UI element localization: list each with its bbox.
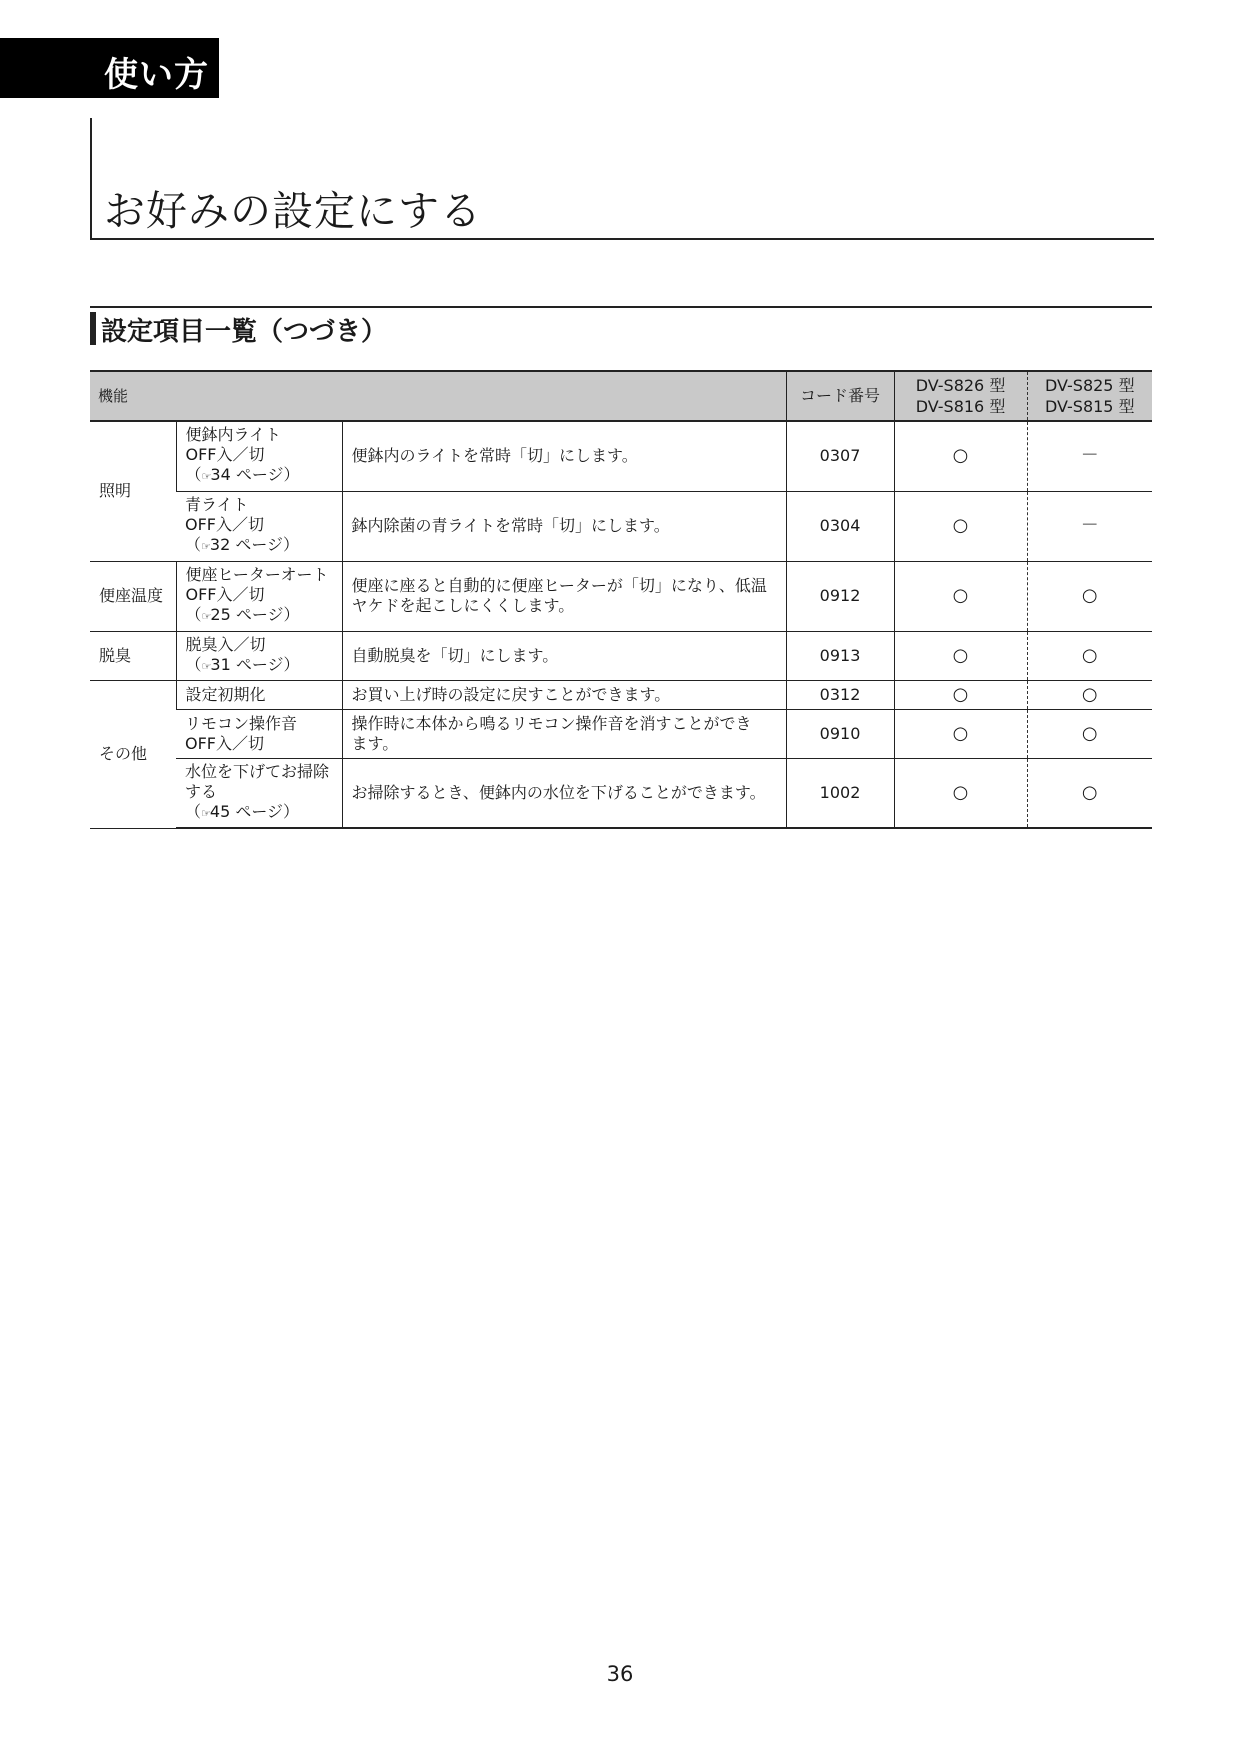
page-reference [186,605,333,627]
table-row [90,631,1152,680]
code-number: 0910 [786,709,894,758]
model-a-support: ○ [894,421,1027,491]
table-row [90,680,1152,709]
settings-table [90,370,1152,829]
model-b-support: － [1027,421,1152,491]
table-row [90,709,1152,758]
table-row [90,561,1152,631]
category-other: その他 [90,680,176,828]
category-deodorize: 脱臭 [90,631,176,680]
header-model-b-line2: DV-S815 型 [1044,397,1135,416]
model-a-support: ○ [894,561,1027,631]
code-number: 0913 [786,631,894,680]
setting-description: 自動脱臭を「切」にします。 [342,631,786,680]
code-number: 0304 [786,491,894,561]
code-number: 0307 [786,421,894,491]
category-seat-temp: 便座温度 [90,561,176,631]
setting-name [176,758,342,828]
setting-name-line1: 便座ヒーターオート [185,565,329,584]
ref-open-paren: （ [185,605,202,624]
section-tab-label: 使い方 [104,55,209,95]
section-tab [0,38,219,98]
setting-name-line1: 水位を下げてお掃除 [185,761,330,781]
setting-name [176,421,342,491]
model-a-support: ○ [894,709,1027,758]
setting-description [342,561,786,631]
description-line2: ヤケドを起こしにくくします。 [351,596,575,615]
setting-description: お買い上げ時の設定に戻すことができます。 [342,680,786,709]
model-a-support: ○ [894,758,1027,828]
ref-page: 25 ページ） [210,605,300,624]
header-code: コード番号 [786,371,894,421]
page-reference [185,535,333,557]
ref-page: 34 ページ） [210,465,300,485]
ref-page: 31 ページ） [210,654,300,674]
setting-description [342,709,786,758]
header-model-a [894,371,1027,421]
page-number: 36 [606,1662,634,1686]
model-b-support: ○ [1027,709,1152,758]
setting-name [176,631,342,680]
reference-icon: ☞ [201,470,211,484]
header-model-a-line2: DV-S816 型 [915,397,1006,416]
setting-name-line2: OFF入／切 [185,733,265,753]
table-row [90,491,1152,561]
code-number: 0312 [786,680,894,709]
setting-description: お掃除するとき、便鉢内の水位を下げることができます。 [342,758,786,828]
page-reference [185,802,333,824]
reference-icon: ☞ [201,610,211,623]
header-model-b [1027,371,1152,421]
page-reference [186,655,333,677]
header-model-a-line1: DV-S826 型 [915,376,1006,395]
setting-name [176,491,342,561]
setting-name [176,561,342,631]
header-model-b-line1: DV-S825 型 [1044,376,1135,395]
model-b-support: ○ [1027,631,1152,680]
setting-name [176,709,342,758]
ref-open-paren: （ [185,801,202,821]
reference-icon: ☞ [201,540,210,553]
code-number: 1002 [786,758,894,828]
setting-name-line1: リモコン操作音 [185,713,298,733]
setting-name-line2: OFF入／切 [185,585,265,604]
description-line1: 操作時に本体から鳴るリモコン操作音を消すことができ [351,713,752,733]
reference-icon: ☞ [201,659,211,673]
ref-open-paren: （ [185,465,202,485]
header-function: 機能 [90,371,786,421]
setting-name-line1: 設定初期化 [185,684,266,704]
model-a-support: ○ [894,680,1027,709]
category-lighting: 照明 [90,421,176,561]
ref-page: 45 ページ） [209,801,300,821]
table-row [90,758,1152,828]
model-b-support: ○ [1027,680,1152,709]
model-b-support: － [1027,491,1152,561]
setting-description: 便鉢内のライトを常時「切」にします。 [342,421,786,491]
setting-name-line1: 青ライト [185,495,249,514]
page-title: お好みの設定にする [104,187,482,235]
model-a-support: ○ [894,491,1027,561]
code-number: 0912 [786,561,894,631]
model-b-support: ○ [1027,561,1152,631]
setting-name-line2: OFF入／切 [185,445,265,465]
page-reference [186,465,333,487]
setting-name-line2: する [185,781,218,801]
setting-name [176,680,342,709]
ref-open-paren: （ [185,535,202,554]
subsection-marker [90,312,96,345]
description-line2: ます。 [351,733,399,753]
table-row [90,421,1152,491]
setting-description: 鉢内除菌の青ライトを常時「切」にします。 [342,491,786,561]
ref-open-paren: （ [185,654,202,674]
table-header-row [90,371,1152,421]
reference-icon: ☞ [201,806,210,820]
model-a-support: ○ [894,631,1027,680]
subsection-rule [90,306,1152,308]
subsection-title: 設定項目一覧（つづき） [101,317,388,347]
description-line1: 便座に座ると自動的に便座ヒーターが「切」になり、低温 [351,576,767,595]
model-b-support: ○ [1027,758,1152,828]
setting-name-line1: 便鉢内ライト [185,425,282,445]
setting-name-line1: 脱臭入／切 [185,634,266,654]
setting-name-line2: OFF入／切 [185,515,265,534]
ref-page: 32 ページ） [209,535,300,554]
